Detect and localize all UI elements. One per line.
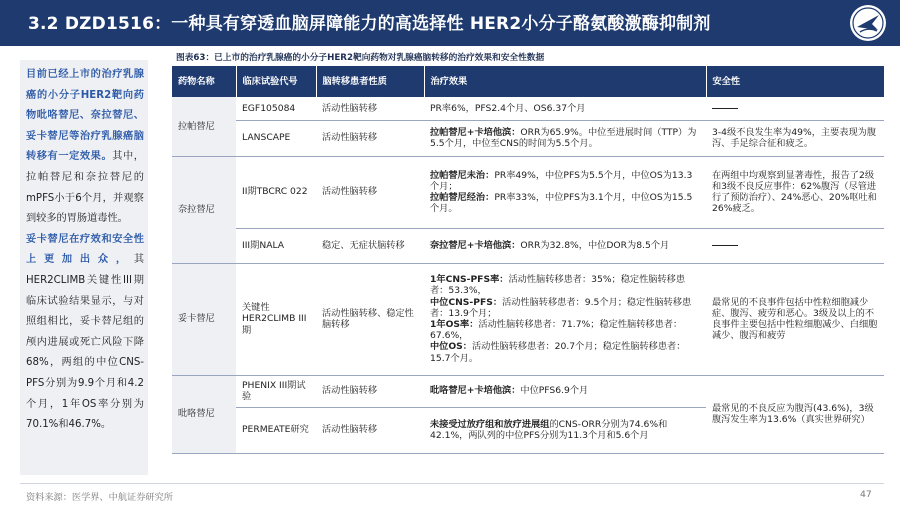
drug-name: 拉帕替尼 [172, 97, 236, 156]
table-row [172, 228, 884, 263]
effect-cell: 拉帕替尼+卡培他滨：ORR为65.9%。中位至进展时间（TTP）为5.5个月，中位至CNS的时间为5.5个月。 [424, 120, 706, 156]
page-number: 47 [860, 489, 872, 500]
trial-code: LANSCAPE [236, 120, 316, 156]
trial-code: PERMEATE研究 [236, 407, 316, 453]
sidebar-highlight-2: 妥卡替尼在疗效和安全性上更加出众， [26, 233, 144, 266]
col-header-drug: 药物名称 [172, 66, 236, 97]
table-row [172, 156, 884, 228]
effect-cell: PR率6%，PFS2.4个月、OS6.37个月 [424, 97, 706, 120]
avic-logo-icon [848, 3, 888, 43]
drug-name: 奈拉替尼 [172, 156, 236, 263]
summary-sidebar [20, 60, 148, 475]
trial-code: II期TBCRC 022 [236, 156, 316, 228]
table-row [172, 263, 884, 375]
drug-name: 妥卡替尼 [172, 263, 236, 375]
col-header-effect: 治疗效果 [424, 66, 706, 97]
trial-code: III期NALA [236, 228, 316, 263]
safety-cell: 最常见的不良事件包括中性粒细胞减少症、腹泻、疲劳和恶心。3级及以上的不良事件主要包括中性粒细胞减少、白细胞减少、腹泻和疲劳 [706, 263, 884, 375]
col-header-trial: 临床试验代号 [236, 66, 316, 97]
effect-cell: 吡咯替尼+卡培他滨：中位PFS6.9个月 [424, 375, 706, 407]
sidebar-text [26, 65, 144, 436]
page-title: 3.2 DZD1516：一种具有穿透血脑屏障能力的高选择性 HER2小分子酪氨酸激酶抑制剂 [28, 14, 711, 34]
patient-nature: 活动性脑转移 [316, 407, 424, 453]
patient-nature: 活动性脑转移 [316, 120, 424, 156]
effect-cell: 奈拉替尼+卡培他滨：ORR为32.8%，中位DOR为8.5个月 [424, 228, 706, 263]
col-header-safety: 安全性 [706, 66, 884, 97]
sidebar-text-1: 其中，拉帕替尼和奈拉替尼的mPFS小于6个月，并观察到较多的胃肠道毒性。 [26, 151, 144, 225]
patient-nature: 活动性脑转移 [316, 97, 424, 120]
trial-code: EGF105084 [236, 97, 316, 120]
trial-code: 关键性HER2CLIMB III期 [236, 263, 316, 375]
dash-mark [712, 108, 738, 109]
table-row [172, 120, 884, 156]
patient-nature: 稳定、无症状脑转移 [316, 228, 424, 263]
effect-cell: 1年CNS-PFS率：活动性脑转移患者：35%；稳定性脑转移患者：53.3%， 中位CNS-PFS：活动性脑转移患者：9.5个月；稳定性脑转移患者：13.9个月； 1年OS率：活动性脑转移患者：71.7%；稳定性脑转移患者：67.6%， 中位OS：活动性脑转移患者：20.7个月；稳定性脑转移患者：15.7个月。 [424, 263, 706, 375]
footer-divider [20, 483, 884, 484]
safety-cell [706, 97, 884, 120]
safety-cell: 3-4级不良发生率为49%，主要表现为腹泻、手足综合征和疲乏。 [706, 120, 884, 156]
table-row [172, 97, 884, 120]
effect-cell: 未接受过放疗组和放疗进展组的CNS-ORR分别为74.6%和42.1%，两队列的中位PFS分别为11.3个月和5.6个月 [424, 407, 706, 453]
safety-cell [706, 228, 884, 263]
source-note: 资料来源：医学界、中航证券研究所 [26, 492, 173, 503]
col-header-nature: 脑转移患者性质 [316, 66, 424, 97]
effect-cell: 拉帕替尼未治：PR率49%，中位PFS为5.5个月，中位OS为13.3个月； 拉帕替尼经治：PR率33%，中位PFS为3.1个月，中位OS为15.5个月。 [424, 156, 706, 228]
table-header-row [172, 66, 884, 97]
patient-nature: 活动性脑转移、稳定性脑转移 [316, 263, 424, 375]
patient-nature: 活动性脑转移 [316, 375, 424, 407]
patient-nature: 活动性脑转移 [316, 156, 424, 228]
trial-code: PHENIX III期试验 [236, 375, 316, 407]
table-caption: 图表63：已上市的治疗乳腺癌的小分子HER2靶向药物对乳腺癌脑转移的治疗效果和安全性数据 [176, 53, 545, 63]
sidebar-highlight-1: 目前已经上市的治疗乳腺癌的小分子HER2靶向药物吡咯替尼、奈拉替尼、妥卡替尼等治疗乳腺癌脑转移有一定效果。 [26, 69, 144, 163]
header-banner [0, 0, 900, 46]
safety-cell: 最常见的不良反应为腹泻(43.6%)，3级腹泻发生率为13.6%（真实世界研究） [706, 375, 884, 453]
dash-mark [712, 245, 738, 246]
table-row [172, 375, 884, 407]
drug-table [172, 66, 884, 454]
sidebar-text-2: 其HER2CLIMB关键性III期临床试验结果显示，与对照组相比，妥卡替尼组的颅内进展或死亡风险下降68%，两组的中位CNS-PFS分别为9.9个月和4.2个月，1年OS率分别为70.1%和46.7%。 [26, 254, 144, 431]
safety-cell: 在两组中均观察到显著毒性，报告了2级和3级不良反应事件：62%腹泻（尽管进行了预防治疗）、24%恶心、20%呕吐和26%疲乏。 [706, 156, 884, 228]
drug-name: 吡咯替尼 [172, 375, 236, 453]
